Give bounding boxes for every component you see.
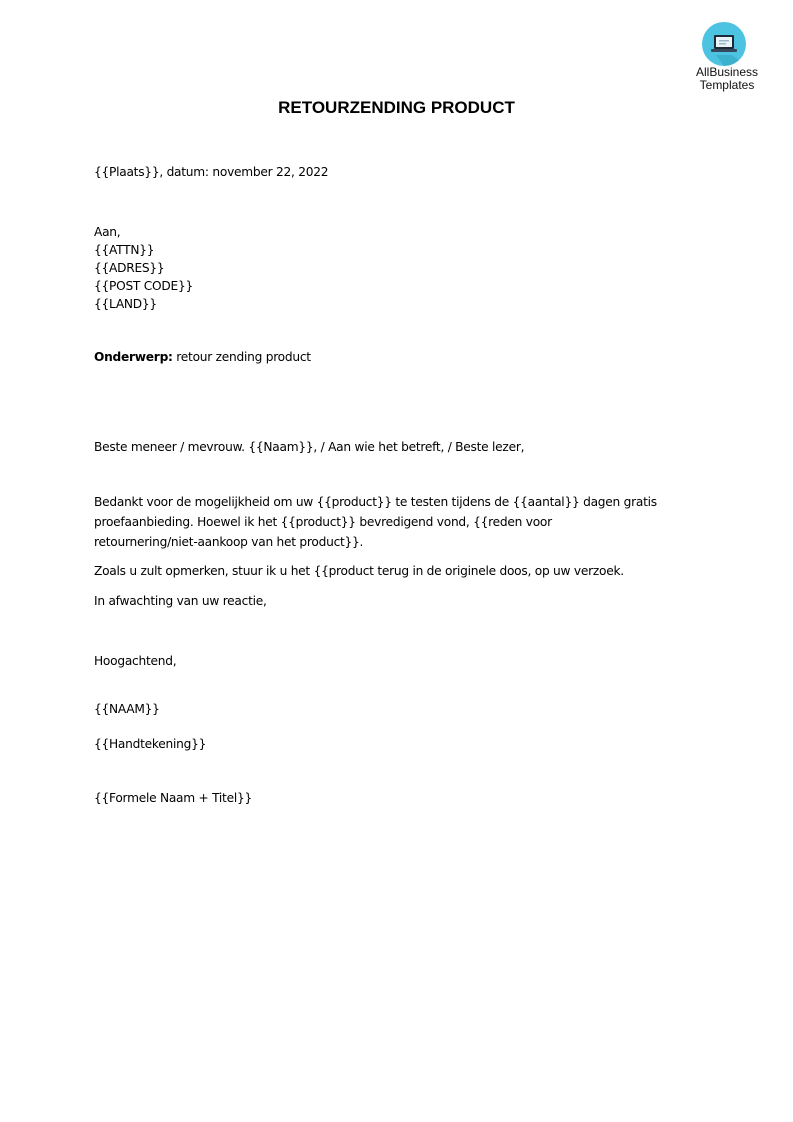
subject-line [94, 348, 311, 366]
laptop-icon [702, 22, 746, 66]
signature-handtekening: {{Handtekening}} [94, 737, 207, 751]
signature-name: {{NAAM}} [94, 702, 160, 716]
body-paragraph-3: In afwachting van uw reactie, [94, 594, 267, 608]
body-paragraph-1-line-2: proefaanbieding. Hoewel ik het {{product}} bevredigend vond, {{reden voor [94, 515, 552, 529]
closing-line: Hoogachtend, [94, 654, 177, 668]
document-title: RETOURZENDING PRODUCT [278, 98, 515, 117]
place-date-line [94, 163, 328, 181]
date-value: november 22, 2022 [212, 165, 329, 179]
recipient-country: {{LAND}} [94, 297, 157, 311]
body-paragraph-1-line-1: Bedankt voor de mogelijkheid om uw {{product}} te testen tijdens de {{aantal}} dagen gratis [94, 495, 657, 509]
recipient-attn: {{ATTN}} [94, 243, 155, 257]
recipient-postcode: {{POST CODE}} [94, 279, 193, 293]
logo-circle [702, 22, 746, 66]
logo-text [690, 66, 764, 92]
body-paragraph-2: Zoals u zult opmerken, stuur ik u het {{product terug in de originele doos, op uw verzoek. [94, 564, 624, 578]
allbusiness-logo [690, 22, 764, 94]
place-label: {{Plaats}}, datum: [94, 165, 209, 179]
logo-text-line1: AllBusiness [695, 65, 759, 79]
recipient-address: {{ADRES}} [94, 261, 165, 275]
signature-formal-name: {{Formele Naam + Titel}} [94, 791, 252, 805]
body-paragraph-1 [94, 492, 657, 552]
logo-text-line2: Templates [699, 78, 755, 92]
body-paragraph-1-line-3: retournering/niet-aankoop van het product}}. [94, 535, 364, 549]
greeting-line: Beste meneer / mevrouw. {{Naam}}, / Aan wie het betreft, / Beste lezer, [94, 440, 525, 454]
recipient-salutation: Aan, [94, 225, 121, 239]
subject-text: retour zending product [172, 350, 311, 364]
subject-label: Onderwerp: [94, 350, 173, 364]
